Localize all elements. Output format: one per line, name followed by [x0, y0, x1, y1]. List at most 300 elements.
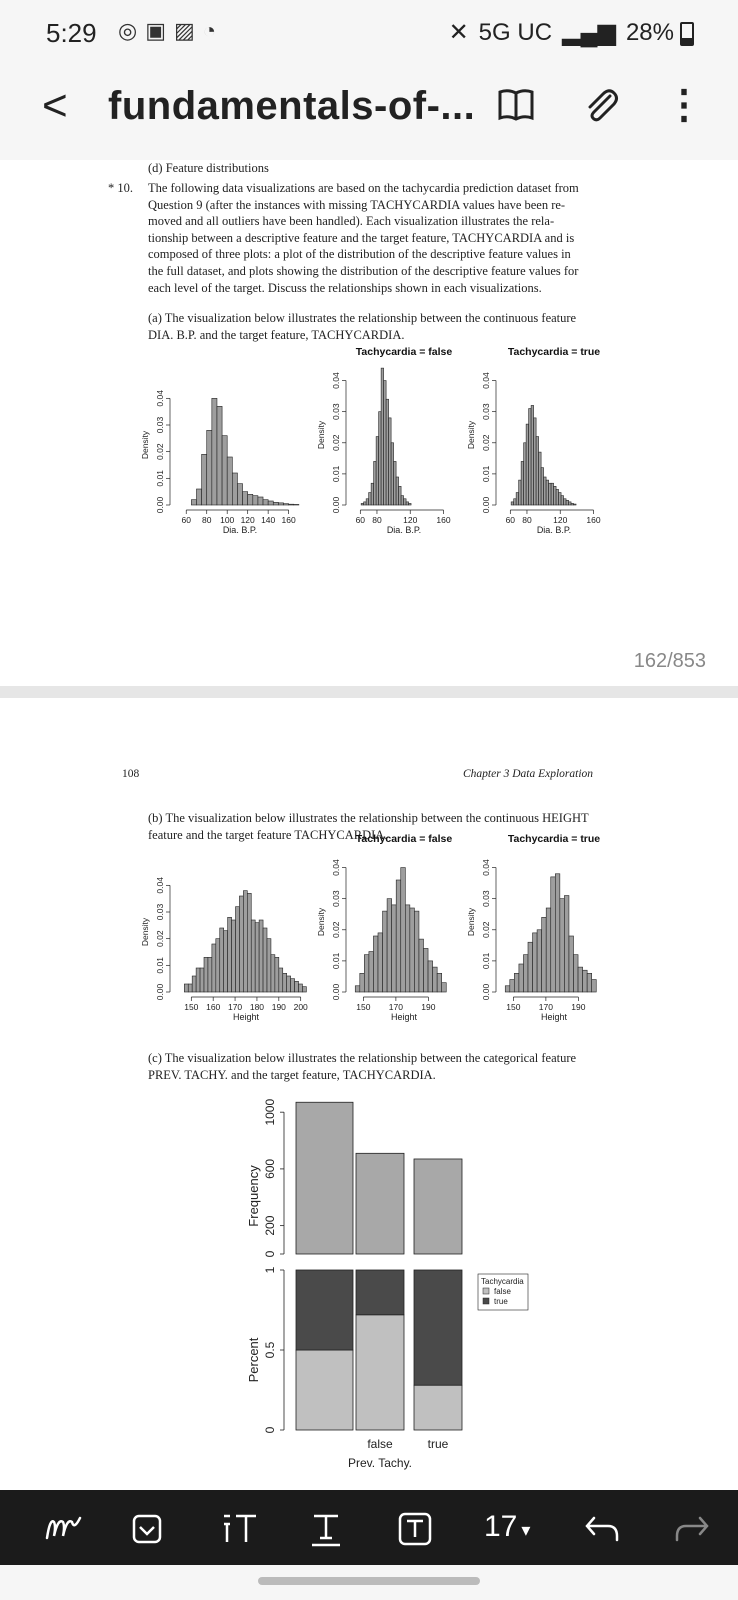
pen-tool-icon[interactable]: [44, 1512, 84, 1542]
x-tick-label: 180: [249, 1002, 265, 1012]
histogram-bar: [289, 504, 294, 505]
histogram-bar: [529, 409, 531, 505]
y-tick-label: 0.03: [331, 403, 341, 420]
histogram-bar: [222, 436, 227, 505]
x-tick-label: 80: [522, 515, 532, 525]
histogram-bar: [383, 911, 388, 992]
histogram-bar: [200, 968, 204, 992]
histogram-bar: [419, 939, 424, 992]
histogram-bar: [424, 948, 429, 992]
percent-bar-false: [296, 1350, 353, 1430]
annotation-toolbar: [0, 1490, 738, 1565]
histogram-bar: [516, 493, 518, 505]
histogram-bar: [302, 987, 306, 992]
histogram-bar: [524, 443, 526, 505]
x-axis-label: Dia. B.P.: [386, 525, 422, 535]
histogram-bar: [442, 983, 447, 992]
y-tick-label: 0.01: [331, 952, 341, 970]
status-right: [449, 18, 674, 47]
y-tick-label: 0.01: [481, 465, 491, 483]
histogram-bar: [216, 939, 220, 992]
battery-level-fill: [682, 38, 692, 44]
histogram-bar: [227, 457, 232, 505]
wifi-icon: ◔: [202, 18, 217, 43]
histogram-bar: [555, 874, 560, 992]
text-line: (b) The visualization below illustrates the relationship between the continuous HEIGHT: [148, 811, 589, 825]
legend-title: Tachycardia: [481, 1277, 524, 1286]
x-tick-label: 200: [293, 1002, 308, 1012]
text-line: (c) The visualization below illustrates the relationship between the categorical feature: [148, 1051, 577, 1065]
y-tick-label: 1000: [263, 1098, 277, 1126]
whatsapp-icon: ◎: [118, 18, 138, 43]
percent-bar-true: [414, 1270, 462, 1385]
panel-title: Tachycardia = true: [507, 346, 601, 358]
histogram-bar: [410, 908, 415, 992]
histogram-bar: [259, 920, 263, 992]
home-indicator[interactable]: [258, 1577, 480, 1585]
page-counter: 162/853: [633, 650, 706, 672]
histogram-bar: [539, 452, 541, 505]
section-d-heading: (d) Feature distributions: [148, 161, 269, 175]
histogram-bar: [184, 984, 188, 992]
y-axis-label: Frequency: [246, 1165, 261, 1227]
histogram-bar: [409, 503, 411, 505]
y-tick-label: 0.02: [481, 434, 491, 452]
battery-icon: [680, 22, 694, 46]
histogram-bar: [533, 933, 538, 992]
x-tick-label: 100: [220, 515, 235, 525]
more-options-icon[interactable]: ⋮: [664, 83, 704, 127]
histogram-bar: [556, 489, 558, 505]
histogram-bar: [394, 461, 396, 505]
histogram-bar: [378, 933, 383, 992]
text-format-icon[interactable]: [222, 1512, 258, 1546]
x-tick-label: 60: [355, 515, 366, 525]
histogram-bar: [546, 908, 551, 992]
y-axis-label: Density: [316, 420, 326, 450]
histogram-bar: [546, 480, 548, 505]
legend-label-false: false: [494, 1287, 511, 1296]
histogram-bar: [389, 418, 391, 505]
histogram-bar: [294, 504, 299, 505]
histogram-bar: [247, 893, 251, 992]
y-tick-label: 0.03: [481, 890, 491, 907]
x-tick-label: 190: [421, 1002, 436, 1012]
histogram-bar: [564, 896, 569, 992]
histogram-bar: [224, 931, 228, 992]
histogram-bar: [299, 984, 303, 992]
x-tick-label: 120: [553, 515, 568, 525]
category-label: false: [367, 1437, 393, 1451]
histogram-bar: [574, 504, 576, 505]
frequency-bar: [414, 1159, 462, 1254]
histogram-bar: [196, 968, 200, 992]
x-tick-label: 160: [436, 515, 451, 525]
y-tick-label: 0.03: [481, 403, 491, 420]
histogram-bar: [188, 984, 192, 992]
histogram-bar: [510, 980, 515, 992]
histogram-bar: [392, 905, 397, 992]
x-tick-label: 150: [184, 1002, 199, 1012]
pdf-page-1: [0, 160, 738, 686]
text-line: each level of the target. Discuss the relationships shown in each visualizations.: [148, 280, 542, 295]
histogram-bar: [514, 973, 519, 992]
histogram-bar: [275, 957, 279, 992]
text-line: The following data visualizations are based on the tachycardia prediction dataset from: [148, 181, 579, 195]
histogram-bar: [391, 443, 393, 505]
histogram-bar: [258, 497, 263, 505]
histogram-bar: [196, 489, 201, 505]
histogram-bar: [519, 964, 524, 992]
histogram-bar: [191, 500, 196, 505]
histogram-bar: [243, 492, 248, 505]
y-tick-label: 0.00: [331, 983, 341, 1001]
y-tick-label: 0: [263, 1250, 277, 1258]
histogram-bar: [574, 955, 579, 992]
histogram-bar: [549, 483, 551, 505]
x-tick-label: 150: [356, 1002, 371, 1012]
histogram-bar: [551, 877, 556, 992]
histogram-bar: [263, 500, 268, 505]
histogram-bar: [534, 418, 536, 505]
histogram-bar: [511, 502, 513, 505]
gallery-icon: ▨: [174, 18, 195, 43]
y-tick-label: 0.5: [263, 1341, 277, 1359]
histogram-bar: [387, 899, 392, 992]
histogram-bar: [592, 980, 597, 992]
y-tick-label: 0.01: [331, 465, 341, 483]
histogram-bar: [379, 412, 381, 505]
x-tick-label: 160: [281, 515, 296, 525]
y-tick-label: 0.02: [155, 930, 165, 947]
histogram-bar: [569, 936, 574, 992]
text-line: composed of three plots: a plot of the distribution of the descriptive feature values in: [148, 247, 571, 262]
question-marker: * 10.: [108, 181, 133, 195]
x-axis-label: Dia. B.P.: [222, 525, 258, 535]
histogram-bar: [428, 961, 433, 992]
histogram-bar: [587, 973, 592, 992]
text-line: (a) The visualization below illustrates the relationship between the continuous feature: [148, 311, 577, 325]
histogram-bar: [505, 986, 510, 992]
histogram-bar: [207, 430, 212, 505]
y-tick-label: 0.00: [155, 496, 165, 514]
histogram-bar: [526, 424, 528, 505]
histogram-bar: [371, 483, 373, 505]
y-axis-label: Density: [140, 430, 150, 460]
x-tick-label: 120: [403, 515, 418, 525]
histogram-bar: [531, 405, 533, 505]
histogram-bar: [232, 920, 236, 992]
running-head: Chapter 3 Data Exploration: [463, 768, 594, 780]
histogram-bar: [283, 973, 287, 992]
legend-swatch-true: [483, 1298, 489, 1304]
app-notification-icon: ▣: [145, 18, 166, 43]
histogram-bar: [295, 981, 299, 992]
histogram-bar: [268, 501, 273, 505]
histogram-panel: [466, 833, 600, 1022]
panel-title: Tachycardia = false: [355, 346, 453, 358]
histogram-panel: [140, 390, 299, 535]
legend-swatch-false: [483, 1288, 489, 1294]
histogram-bar: [237, 484, 242, 505]
attach-icon[interactable]: [584, 88, 620, 124]
status-bar: [0, 0, 738, 64]
histogram-bar: [404, 499, 406, 505]
y-tick-label: 0.00: [155, 983, 165, 1001]
book-icon[interactable]: [498, 88, 534, 122]
x-axis-label: Dia. B.P.: [536, 525, 572, 535]
histogram-bar: [204, 957, 208, 992]
histogram-bar: [381, 368, 383, 505]
histogram-bar: [279, 968, 283, 992]
histogram-bar: [228, 917, 232, 992]
y-tick-label: 0.00: [481, 496, 491, 514]
histogram-bar: [544, 477, 546, 505]
font-size-selector[interactable]: [484, 1510, 530, 1544]
histogram-bar: [287, 976, 291, 992]
histogram-bar: [267, 939, 271, 992]
check-box-icon[interactable]: [132, 1514, 162, 1544]
y-tick-label: 0.02: [481, 921, 491, 939]
redo-icon[interactable]: [674, 1514, 710, 1542]
histogram-bar: [248, 494, 253, 505]
histogram-bar: [569, 502, 571, 505]
x-tick-label: 190: [571, 1002, 586, 1012]
histogram-bar: [376, 437, 378, 505]
histogram-bar: [220, 928, 224, 992]
histogram-bar: [560, 899, 565, 992]
x-tick-label: 120: [240, 515, 255, 525]
x-tick-label: 170: [388, 1002, 403, 1012]
y-tick-label: 0.04: [331, 372, 341, 389]
percent-bar-false: [356, 1315, 404, 1430]
x-axis-label: Height: [232, 1012, 260, 1022]
x-tick-label: 80: [372, 515, 382, 525]
histogram-bar: [437, 973, 442, 992]
histogram-bar: [192, 976, 196, 992]
y-tick-label: 0.01: [155, 470, 165, 487]
network-label: 5G UC: [478, 18, 553, 46]
text-line: DIA. B.P. and the target feature, TACHYCARDIA.: [148, 327, 405, 342]
histogram-bar: [208, 957, 212, 992]
histogram-bar: [405, 905, 410, 992]
histogram-bar: [239, 896, 243, 992]
y-tick-label: 0.04: [331, 859, 341, 876]
percent-chart: [246, 1266, 528, 1470]
y-axis-label: Density: [466, 907, 476, 937]
frequency-bar: [356, 1153, 404, 1254]
histogram-bar: [232, 473, 237, 505]
prev-tachy-bar-charts: [240, 1088, 570, 1490]
histogram-bar: [399, 486, 401, 505]
text-box-icon[interactable]: [398, 1512, 432, 1546]
histogram-bar: [263, 928, 267, 992]
x-tick-label: 160: [206, 1002, 221, 1012]
frequency-bar: [296, 1102, 353, 1254]
y-tick-label: 0.00: [331, 496, 341, 514]
y-tick-label: 0: [263, 1426, 277, 1434]
y-tick-label: 0.04: [155, 390, 165, 407]
y-tick-label: 0.03: [155, 903, 165, 921]
status-time: 5:29: [46, 18, 97, 48]
histogram-bar: [361, 503, 363, 505]
histogram-bar: [278, 503, 283, 505]
back-button[interactable]: <: [42, 81, 68, 130]
histogram-bar: [212, 944, 216, 992]
histogram-bar: [559, 493, 561, 505]
histogram-bar: [583, 970, 588, 992]
histogram-bar: [561, 496, 563, 505]
text-line: moved and all outliers have been handled). Each visualization illustrates the rela-: [148, 214, 555, 229]
x-tick-label: 60: [181, 515, 191, 525]
histogram-bar: [514, 499, 516, 505]
histogram-bar: [355, 986, 360, 992]
y-tick-label: 0.03: [155, 416, 165, 434]
histogram-bar: [541, 468, 543, 505]
histogram-bar: [554, 486, 556, 505]
histogram-bar: [396, 477, 398, 505]
panel-title: Tachycardia = true: [507, 833, 601, 845]
histogram-bar: [542, 917, 547, 992]
histogram-bar: [528, 942, 533, 992]
legend: [478, 1274, 528, 1310]
histogram-bar: [414, 911, 419, 992]
x-tick-label: 150: [506, 1002, 521, 1012]
histogram-bar: [212, 398, 217, 505]
x-tick-label: 160: [586, 515, 601, 525]
histogram-bar: [406, 502, 408, 505]
text-tool-icon[interactable]: [310, 1512, 342, 1548]
percent-bar-true: [296, 1270, 353, 1350]
histogram-panel: [466, 346, 601, 535]
percent-bar-false: [414, 1385, 462, 1430]
x-tick-label: 170: [538, 1002, 553, 1012]
page-divider: [0, 686, 738, 698]
text-line: feature and the target feature TACHYCARDIA.: [148, 827, 388, 842]
signal-icon: ▂▄▆: [562, 19, 616, 46]
histogram-bar: [253, 496, 258, 505]
dia-bp-histograms: [130, 345, 630, 555]
histogram-bar: [271, 955, 275, 992]
frequency-chart: [246, 1099, 462, 1258]
y-tick-label: 0.00: [481, 983, 491, 1001]
document-title: fundamentals-of-...: [108, 84, 476, 128]
histogram-bar: [243, 891, 247, 992]
x-tick-label: 140: [261, 515, 276, 525]
histogram-bar: [564, 499, 566, 505]
histogram-bar: [386, 399, 388, 505]
y-tick-label: 0.01: [155, 957, 165, 974]
histogram-bar: [373, 936, 378, 992]
legend-label-true: true: [494, 1297, 508, 1306]
histogram-bar: [551, 483, 553, 505]
y-tick-label: 0.01: [481, 952, 491, 970]
histogram-bar: [284, 504, 289, 505]
histogram-bar: [291, 979, 295, 992]
histogram-panel: [316, 833, 452, 1022]
histogram-bar: [566, 500, 568, 505]
histogram-bar: [401, 868, 406, 992]
text-line: PREV. TACHY. and the target feature, TACHYCARDIA.: [148, 1067, 436, 1082]
histogram-panel: [140, 877, 308, 1022]
panel-title: Tachycardia = false: [355, 833, 453, 845]
percent-bar-true: [356, 1270, 404, 1315]
x-tick-label: 60: [505, 515, 516, 525]
y-axis-label: Density: [466, 420, 476, 450]
histogram-bar: [202, 454, 207, 505]
x-axis-label: Prev. Tachy.: [347, 1456, 413, 1470]
histogram-bar: [401, 496, 403, 505]
text-line: the full dataset, and plots showing the distribution of the descriptive feature values for: [148, 264, 579, 278]
notification-icons: [118, 18, 216, 44]
histogram-bar: [364, 502, 366, 505]
histogram-bar: [384, 381, 386, 505]
y-tick-label: 0.04: [155, 877, 165, 894]
font-size-value: 17: [484, 1510, 518, 1543]
y-tick-label: 0.03: [331, 890, 341, 907]
histogram-bar: [537, 930, 542, 992]
histogram-bar: [366, 499, 368, 505]
chevron-down-icon: ▾: [521, 1520, 531, 1540]
histogram-bar: [396, 880, 401, 992]
histogram-bar: [374, 461, 376, 505]
battery-percent: 28%: [625, 18, 674, 46]
x-tick-label: 190: [271, 1002, 286, 1012]
histogram-bar: [369, 952, 374, 992]
category-label: true: [427, 1437, 449, 1451]
y-tick-label: 1: [263, 1266, 277, 1274]
y-tick-label: 200: [263, 1215, 277, 1236]
app-bar: [0, 64, 738, 160]
histogram-bar: [571, 503, 573, 505]
histogram-bar: [273, 502, 278, 505]
y-tick-label: 0.02: [331, 434, 341, 452]
histogram-bar: [360, 973, 365, 992]
histogram-panel: [316, 346, 452, 535]
text-line: tionship between a descriptive feature and the target feature, TACHYCARDIA and is: [148, 230, 575, 245]
histogram-bar: [578, 967, 583, 992]
x-axis-label: Height: [390, 1012, 418, 1022]
y-axis-label: Density: [140, 917, 150, 947]
y-tick-label: 0.02: [331, 921, 341, 939]
gesture-bar: [0, 1565, 738, 1600]
y-tick-label: 0.04: [481, 859, 491, 876]
histogram-bar: [217, 406, 222, 505]
histogram-bar: [536, 437, 538, 505]
mute-icon: ✕: [448, 19, 469, 46]
histogram-bar: [236, 907, 240, 992]
histogram-bar: [523, 955, 528, 992]
y-tick-label: 600: [263, 1158, 277, 1179]
histogram-bar: [433, 967, 438, 992]
y-tick-label: 0.02: [155, 443, 165, 460]
y-tick-label: 0.04: [481, 372, 491, 389]
text-line: Question 9 (after the instances with missing TACHYCARDIA values have been re-: [148, 197, 566, 212]
histogram-bar: [521, 461, 523, 505]
y-axis-label: Percent: [246, 1337, 261, 1383]
x-tick-label: 80: [201, 515, 212, 525]
pdf-page-2: [0, 698, 738, 1490]
histogram-bar: [251, 920, 255, 992]
histogram-bar: [364, 955, 369, 992]
histogram-bar: [369, 493, 371, 505]
undo-icon[interactable]: [584, 1514, 620, 1542]
x-tick-label: 170: [227, 1002, 243, 1012]
histogram-bar: [519, 480, 521, 505]
page-number: 108: [122, 768, 140, 780]
y-axis-label: Density: [316, 907, 326, 937]
histogram-bar: [255, 923, 259, 992]
